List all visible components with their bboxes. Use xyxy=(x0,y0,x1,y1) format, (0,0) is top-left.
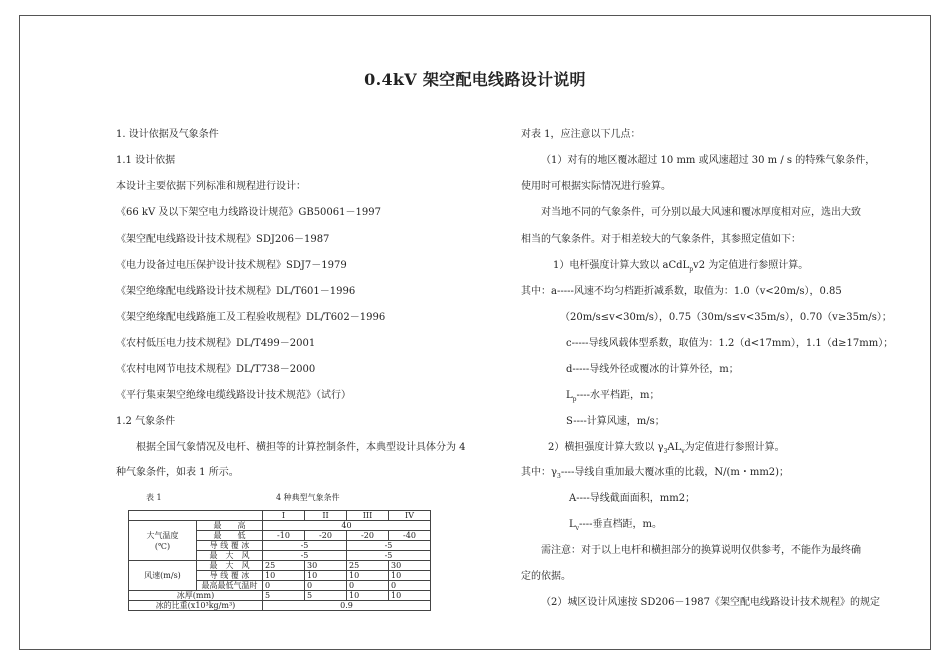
column-header: II xyxy=(305,511,347,521)
paragraph-line: 对当地不同的气象条件，可分别以最大风速和覆冰厚度相对应，选出大致 xyxy=(541,207,861,218)
formula-subscript: 3 xyxy=(556,473,561,480)
standard-item: 《架空绝缘配电线路设计技术规程》DL/T601－1996 xyxy=(116,286,356,297)
row-label: 最 大 风 xyxy=(197,561,263,571)
table-cell: 30 xyxy=(389,561,431,571)
formula-line xyxy=(566,389,659,403)
row-label: 冰的比重(x10³kg/m³) xyxy=(129,601,263,611)
paragraph-line: 对表 1，应注意以下几点： xyxy=(521,129,641,140)
formula-line xyxy=(569,518,662,532)
table-header-row xyxy=(129,511,431,521)
table-cell: 10 xyxy=(347,571,389,581)
paragraph-line: 需注意：对于以上电杆和横担部分的换算说明仅供参考，不能作为最终确 xyxy=(541,545,861,556)
formula-subscript: v xyxy=(681,448,685,455)
table-cell: -20 xyxy=(347,531,389,541)
section-heading-1-2: 1.2 气象条件 xyxy=(116,416,176,427)
table-cell: 0 xyxy=(305,581,347,591)
paragraph-line: d-----导线外径或覆冰的计算外径，m； xyxy=(566,364,739,375)
formula-text: 为定值进行参照计算。 xyxy=(684,442,785,453)
column-header: I xyxy=(263,511,305,521)
row-label: 冰厚(mm) xyxy=(129,591,263,601)
column-header: III xyxy=(347,511,389,521)
formula-text: ----导线自重加最大覆冰重的比载，N/(m・mm2)； xyxy=(560,467,790,478)
table-cell: -5 xyxy=(263,551,347,561)
paragraph-line: 根据全国气象情况及电杆、横担等的计算控制条件，本典型设计具体分为 4 xyxy=(136,442,466,453)
paragraph-line: 定的依据。 xyxy=(521,571,571,582)
table-cell: 5 xyxy=(305,591,347,601)
row-label: 最 高 xyxy=(197,521,263,531)
formula-subscript: p xyxy=(689,266,694,273)
table-cell: -5 xyxy=(347,541,431,551)
table-cell: 25 xyxy=(347,561,389,571)
formula-text: L xyxy=(566,390,573,401)
row-label: 最高最低气温时 xyxy=(197,581,263,591)
table-cell: 10 xyxy=(389,591,431,601)
table-row xyxy=(129,561,431,571)
formula-line xyxy=(521,466,789,480)
temperature-group-label xyxy=(129,521,197,561)
formula-text: v2 为定值进行参照计算。 xyxy=(693,260,809,271)
table-row xyxy=(129,601,431,611)
formula-text: ----水平档距，m； xyxy=(576,390,660,401)
table-row xyxy=(129,591,431,601)
paragraph-line: S----计算风速，m/s； xyxy=(566,416,665,427)
standard-item: 《66 kV 及以下架空电力线路设计规范》GB50061－1997 xyxy=(116,207,381,218)
temperature-unit: (℃) xyxy=(154,541,171,551)
standard-item: 《农村低压电力技术规程》DL/T499－2001 xyxy=(116,338,316,349)
table-cell: 40 xyxy=(263,521,431,531)
paragraph-line: 种气象条件，如表 1 所示。 xyxy=(116,467,239,478)
table-cell: -10 xyxy=(263,531,305,541)
paragraph-line: （20m/s≤v<30m/s），0.75（30m/s≤v<35m/s），0.70（v≥35m/s）； xyxy=(560,312,892,323)
column-header: IV xyxy=(389,511,431,521)
standard-item: 《架空配电线路设计技术规程》SDJ206－1987 xyxy=(116,234,330,245)
paragraph-line: 相当的气象条件。对于相差较大的气象条件，其参照定值如下： xyxy=(521,234,801,245)
paragraph-line: 本设计主要依据下列标准和规程进行设计： xyxy=(116,181,306,192)
paragraph-line: （2）城区设计风速按 SD206－1987《架空配电线路设计技术规程》的规定 xyxy=(541,597,880,608)
paragraph-line: A----导线截面面积，mm2； xyxy=(569,493,696,504)
table-cell: -40 xyxy=(389,531,431,541)
table-cell: 5 xyxy=(263,591,305,601)
formula-subscript: 3 xyxy=(663,448,668,455)
table-cell: 0.9 xyxy=(263,601,431,611)
table-cell: 10 xyxy=(389,571,431,581)
table-cell: 10 xyxy=(263,571,305,581)
standard-item: 《农村电网节电技术规程》DL/T738－2000 xyxy=(116,364,316,375)
formula-text: 2）横担强度计算大致以 γ xyxy=(548,442,664,453)
formula-subscript: v xyxy=(575,525,580,532)
table-cell: -5 xyxy=(347,551,431,561)
table-cell: -20 xyxy=(305,531,347,541)
row-label: 最 大 风 xyxy=(197,551,263,561)
paragraph-line: （1）对有的地区覆冰超过 10 mm 或风速超过 30 m / s 的特殊气象条件， xyxy=(541,155,876,166)
table-row xyxy=(129,521,431,531)
formula-text: 1）电杆强度计算大致以 aCdL xyxy=(553,260,690,271)
row-label: 导 线 覆 冰 xyxy=(197,571,263,581)
table-cell: -5 xyxy=(263,541,347,551)
paragraph-line: 使用时可根据实际情况进行验算。 xyxy=(521,181,671,192)
section-heading-1: 1. 设计依据及气象条件 xyxy=(116,129,219,140)
table-cell: 0 xyxy=(389,581,431,591)
paragraph-line: c-----导线风载体型系数，取值为：1.2（d<17mm），1.1（d≥17mm）； xyxy=(566,338,894,349)
weather-conditions-table xyxy=(128,510,431,611)
table-cell: 10 xyxy=(305,571,347,581)
paragraph-line: 其中：a-----风速不均匀档距折减系数，取值为：1.0（v<20m/s），0.85 xyxy=(521,286,842,297)
formula-text: 其中：γ xyxy=(521,467,557,478)
table-number: 表 1 xyxy=(146,493,162,502)
formula-text: L xyxy=(569,519,576,530)
formula-text: ----垂直档距，m。 xyxy=(579,519,663,530)
row-label: 最 低 xyxy=(197,531,263,541)
table-cell: 0 xyxy=(263,581,305,591)
formula-subscript: p xyxy=(572,396,577,403)
standard-item: 《平行集束架空绝缘电缆线路设计技术规范》（试行） xyxy=(116,390,351,401)
table-cell: 10 xyxy=(347,591,389,601)
row-label: 导 线 覆 冰 xyxy=(197,541,263,551)
formula-line xyxy=(553,259,808,273)
section-heading-1-1: 1.1 设计依据 xyxy=(116,155,176,166)
table-cell: 30 xyxy=(305,561,347,571)
document-title: 0.4kV 架空配电线路设计说明 xyxy=(364,70,586,89)
formula-line xyxy=(548,441,785,455)
standard-item: 《架空绝缘配电线路施工及工程验收规程》DL/T602－1996 xyxy=(116,312,386,323)
temperature-label: 大气温度 xyxy=(146,530,179,540)
wind-speed-group-label: 风速(m/s) xyxy=(129,561,197,591)
table-title: 4 种典型气象条件 xyxy=(276,493,340,502)
standard-item: 《电力设备过电压保护设计技术规程》SDJ7－1979 xyxy=(116,260,347,271)
table-cell: 0 xyxy=(347,581,389,591)
table-cell: 25 xyxy=(263,561,305,571)
formula-text: AL xyxy=(667,442,682,453)
